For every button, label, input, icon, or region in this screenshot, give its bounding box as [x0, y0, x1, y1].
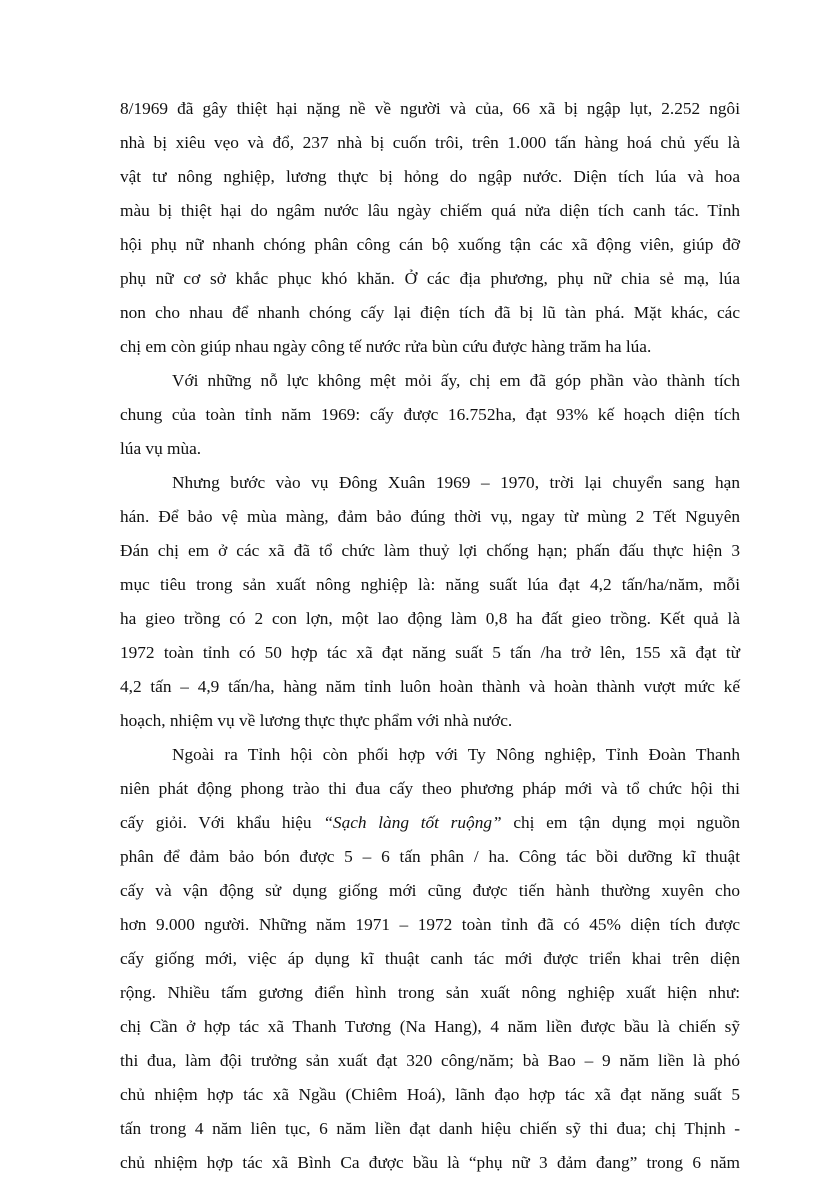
text-line: Ngoài ra Tỉnh hội còn phối hợp với Ty Nông nghiệp, Tỉnh Đoàn Thanh — [172, 745, 740, 764]
text-line: 1972 toàn tỉnh có 50 hợp tác xã đạt năng suất 5 tấn /ha trở lên, 155 xã đạt từ — [120, 643, 740, 662]
paragraph-flood-damage — [120, 92, 740, 364]
text-line: chủ nhiệm hợp tác xã Ngầu (Chiêm Hoá), lãnh đạo hợp tác xã đạt năng suất 5 — [120, 1085, 740, 1104]
text-line: phân để đảm bảo bón được 5 – 6 tấn phân / ha. Công tác bồi dưỡng kĩ thuật — [120, 847, 740, 866]
text-line: hoạch, nhiệm vụ về lương thực thực phẩm với nhà nước. — [120, 711, 513, 730]
text-line: chị em còn giúp nhau ngày công tế nước rửa bùn cứu được hàng trăm ha lúa. — [120, 337, 652, 356]
paragraph-1969-results — [120, 364, 740, 466]
text-line: 4,2 tấn – 4,9 tấn/ha, hàng năm tỉnh luôn hoàn thành và hoàn thành vượt mức kế — [120, 677, 740, 696]
text-line: hội phụ nữ nhanh chóng phân công cán bộ xuống tận các xã động viên, giúp đỡ — [120, 235, 740, 254]
text-line: rộng. Nhiều tấm gương điển hình trong sản xuất nông nghiệp xuất hiện như: — [120, 983, 740, 1002]
text-line: vật tư nông nghiệp, lương thực bị hỏng do ngập nước. Diện tích lúa và hoa — [120, 167, 740, 186]
text-line: Nhưng bước vào vụ Đông Xuân 1969 – 1970, trời lại chuyển sang hạn — [172, 473, 740, 492]
text-line: cấy và vận động sử dụng giống mới cũng được tiến hành thường xuyên cho — [120, 881, 740, 900]
text-line: ha gieo trồng có 2 con lợn, một lao động làm 0,8 ha đất gieo trồng. Kết quả là — [120, 609, 740, 628]
text-line: non cho nhau để nhanh chóng cấy lại điện tích đã bị lũ tàn phá. Mặt khác, các — [120, 303, 740, 322]
slogan-quote: “Sạch làng tốt ruộng” — [323, 813, 502, 832]
slogan-after: chị em tận dụng mọi nguồn — [501, 813, 740, 832]
text-line: chung của toàn tỉnh năm 1969: cấy được 16.752ha, đạt 93% kế hoạch diện tích — [120, 405, 740, 424]
text-line: màu bị thiệt hại do ngâm nước lâu ngày chiếm quá nửa diện tích canh tác. Tỉnh — [120, 201, 740, 220]
paragraph-cooperation — [120, 738, 740, 1180]
text-line: phụ nữ cơ sở khắc phục khó khăn. Ở các địa phương, phụ nữ chia sẻ mạ, lúa — [120, 269, 740, 288]
text-line: hán. Để bảo vệ mùa màng, đảm bảo đúng thời vụ, ngay từ mùng 2 Tết Nguyên — [120, 507, 740, 526]
text-line: nhà bị xiêu vẹo và đổ, 237 nhà bị cuốn trôi, trên 1.000 tấn hàng hoá chủ yếu là — [120, 133, 740, 152]
text-line: hơn 9.000 người. Những năm 1971 – 1972 toàn tỉnh đã có 45% diện tích được — [120, 915, 740, 934]
text-line: thi đua, làm đội trưởng sản xuất đạt 320 công/năm; bà Bao – 9 năm liền là phó — [120, 1051, 740, 1070]
slogan-before: cấy giỏi. Với khẩu hiệu — [120, 813, 324, 832]
text-line: chủ nhiệm hợp tác xã Bình Ca được bầu là “phụ nữ 3 đảm đang” trong 6 năm — [120, 1153, 740, 1172]
text-line: Đán chị em ở các xã đã tổ chức làm thuỷ lợi chống hạn; phấn đấu thực hiện 3 — [120, 541, 740, 560]
paragraph-dong-xuan — [120, 466, 740, 738]
text-line: mục tiêu trong sản xuất nông nghiệp là: năng suất lúa đạt 4,2 tấn/ha/năm, mỗi — [120, 575, 740, 594]
text-line: cấy giống mới, việc áp dụng kĩ thuật canh tác mới được triển khai trên diện — [120, 949, 740, 968]
slogan-line — [120, 806, 740, 840]
body-text — [120, 92, 740, 1180]
text-line: Với những nỗ lực không mệt mỏi ấy, chị em đã góp phần vào thành tích — [172, 371, 740, 390]
text-line: 8/1969 đã gây thiệt hại nặng nề về người và của, 66 xã bị ngập lụt, 2.252 ngôi — [120, 99, 740, 118]
text-line: chị Cần ở hợp tác xã Thanh Tương (Na Hang), 4 năm liền được bầu là chiến sỹ — [120, 1017, 740, 1036]
text-line: niên phát động phong trào thi đua cấy theo phương pháp mới và tổ chức hội thi — [120, 779, 740, 798]
text-line: lúa vụ mùa. — [120, 439, 202, 458]
text-line: tấn trong 4 năm liên tục, 6 năm liền đạt danh hiệu chiến sỹ thi đua; chị Thịnh - — [120, 1119, 740, 1138]
